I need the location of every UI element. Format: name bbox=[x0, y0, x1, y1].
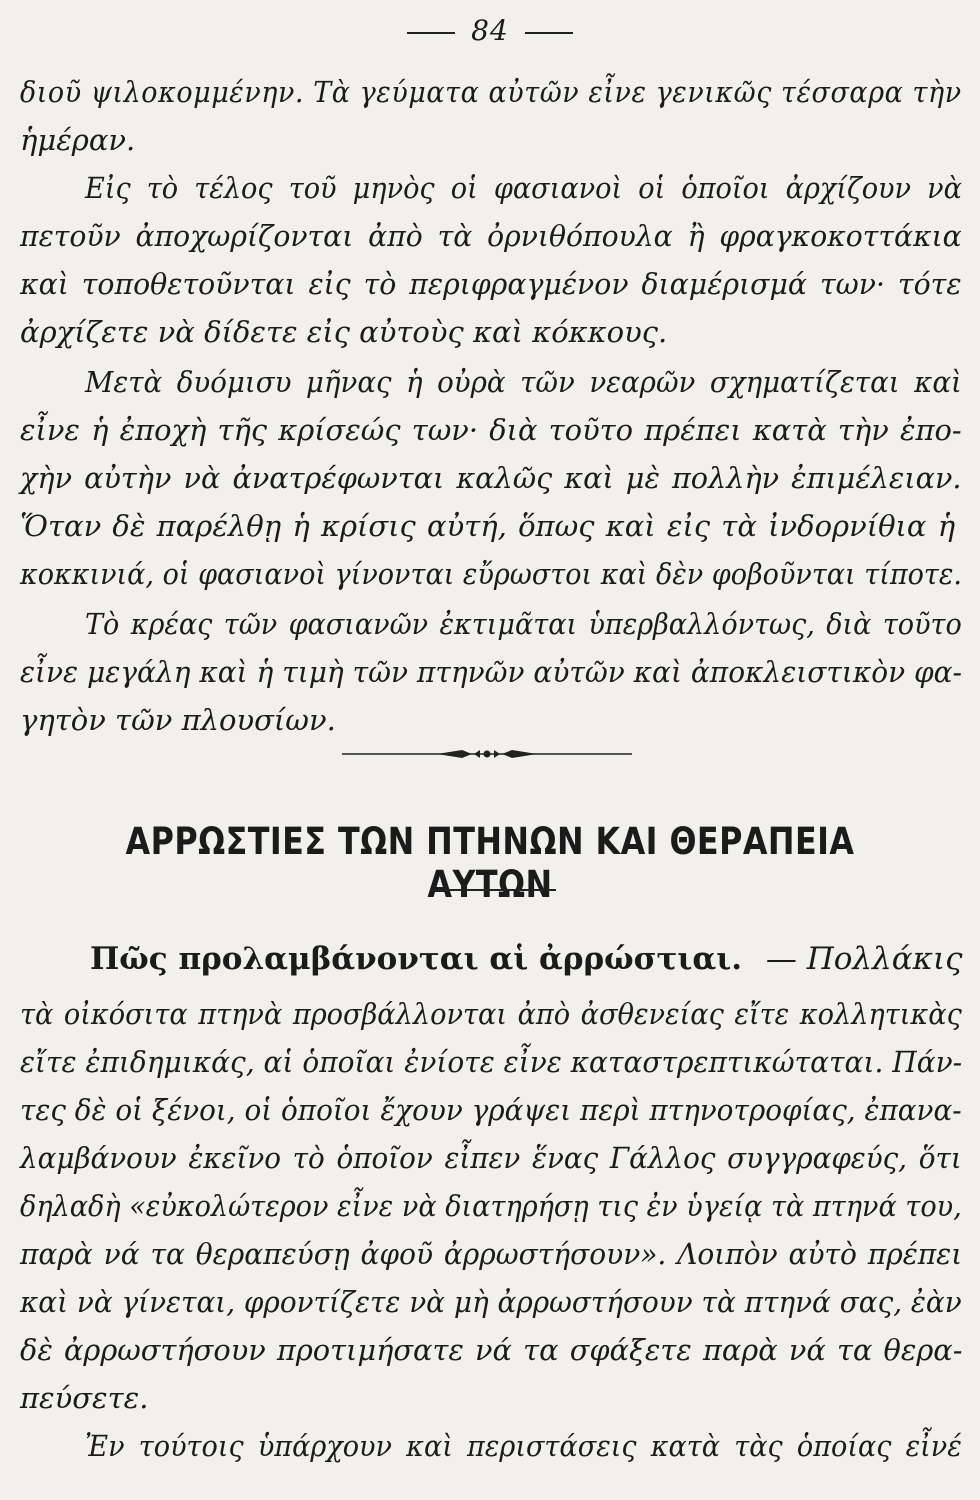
text-line: χὴν αὐτὴν νὰ ἀνατρέφωνται καλῶς καὶ μὲ πολλὴν ἐπιμέλειαν. bbox=[20, 461, 962, 495]
text-line: τὰ οἰκόσιτα πτηνὰ προσβάλλονται ἀπὸ ἀσθενείας εἴτε κολλητικὰς bbox=[20, 997, 962, 1031]
heading-rule bbox=[432, 889, 556, 891]
ornament-divider bbox=[342, 748, 632, 760]
text-line: Μετὰ δυόμισυ μῆνας ἡ οὐρὰ τῶν νεαρῶν σχηματίζεται καὶ bbox=[85, 365, 962, 399]
text-line: Εἰς τὸ τέλος τοῦ μηνὸς οἱ φασιανοὶ οἱ ὁποῖοι ἀρχίζουν νὰ bbox=[85, 171, 963, 205]
text-line: Ἐν τούτοις ὑπάρχουν καὶ περιστάσεις κατὰ τὰς ὁποίας εἶνέ bbox=[85, 1429, 962, 1463]
text-line: πεύσετε. bbox=[20, 1381, 149, 1415]
page-number: 84 bbox=[471, 14, 509, 47]
subheading: Πῶς προλαμβάνονται αἱ ἀρρώστιαι. bbox=[90, 941, 742, 977]
text-line: λαμβάνουν ἐκεῖνο τὸ ὁποῖον εἶπεν ἕνας Γάλλος συγγραφεύς, ὅτι bbox=[20, 1141, 962, 1175]
text-line: εἶνε ἡ ἐποχὴ τῆς κρίσεώς των· διὰ τοῦτο πρέπει κατὰ τὴν ἐπο- bbox=[20, 413, 962, 447]
text-line: γητὸν τῶν πλουσίων. bbox=[20, 703, 336, 737]
text-line: Ὅταν δὲ παρέλθῃ ἡ κρίσις αὐτή, ὅπως καὶ εἰς τὰ ἰνδορνίθια ἡ bbox=[20, 509, 956, 543]
text-line: καὶ τοποθετοῦνται εἰς τὸ περιφραγμένον διαμέρισμά των· τότε bbox=[20, 267, 962, 301]
text-line: δηλαδὴ «εὐκολώτερον εἶνε νὰ διατηρήσῃ τις ἐν ὑγείᾳ τὰ πτηνά του, bbox=[20, 1189, 962, 1223]
section-heading: ΑΡΡΩΣΤΙΕΣ ΤΩΝ ΠΤΗΝΩΝ ΚΑΙ ΘΕΡΑΠΕΙΑ ΑΥΤΩΝ bbox=[125, 820, 855, 906]
text-line: εἶνε μεγάλη καὶ ἡ τιμὴ τῶν πτηνῶν αὐτῶν καὶ ἀποκλειστικὸν φα- bbox=[20, 655, 963, 689]
text-line: δὲ ἀρρωστήσουν προτιμήσατε νά τα σφάξετε παρὰ νά τα θερα- bbox=[20, 1333, 963, 1367]
text-line: πετοῦν ἀποχωρίζονται ἀπὸ τὰ ὀρνιθόπουλα ἢ φραγκοκοττάκια bbox=[20, 219, 962, 253]
text-line: εἴτε ἐπιδημικάς, αἱ ὁποῖαι ἐνίοτε εἶνε καταστρεπτικώταται. Πάν- bbox=[20, 1045, 963, 1079]
text-line: ἡμέραν. bbox=[20, 123, 136, 157]
text-line: διοῦ ψιλοκομμένην. Τὰ γεύματα αὐτῶν εἶνε γενικῶς τέσσαρα τὴν bbox=[20, 75, 962, 109]
text-line: κοκκινιά, οἱ φασιανοὶ γίνονται εὔρωστοι καὶ δὲν φοβοῦνται τίποτε. bbox=[20, 557, 962, 591]
text-line: τες δὲ οἱ ξένοι, οἱ ὁποῖοι ἔχουν γράψει περὶ πτηνοτροφίας, ἐπανα- bbox=[20, 1093, 962, 1127]
text-line: Τὸ κρέας τῶν φασιανῶν ἐκτιμᾶται ὑπερβαλλόντως, διὰ τοῦτο bbox=[85, 607, 962, 641]
subheading-continuation: — Πολλάκις bbox=[765, 941, 963, 977]
page-number-dash-right bbox=[525, 32, 573, 34]
text-line: καὶ νὰ γίνεται, φροντίζετε νὰ μὴ ἀρρωστήσουν τὰ πτηνά σας, ἐὰν bbox=[20, 1285, 962, 1319]
subheading-line bbox=[90, 941, 963, 977]
page-number-dash-left bbox=[407, 32, 455, 34]
text-line: ἀρχίζετε νὰ δίδετε εἰς αὐτοὺς καὶ κόκκους. bbox=[20, 315, 668, 349]
text-line: παρὰ νά τα θεραπεύσῃ ἀφοῦ ἀρρωστήσουν». Λοιπὸν αὐτὸ πρέπει bbox=[20, 1237, 963, 1271]
page-number-line bbox=[0, 14, 980, 47]
